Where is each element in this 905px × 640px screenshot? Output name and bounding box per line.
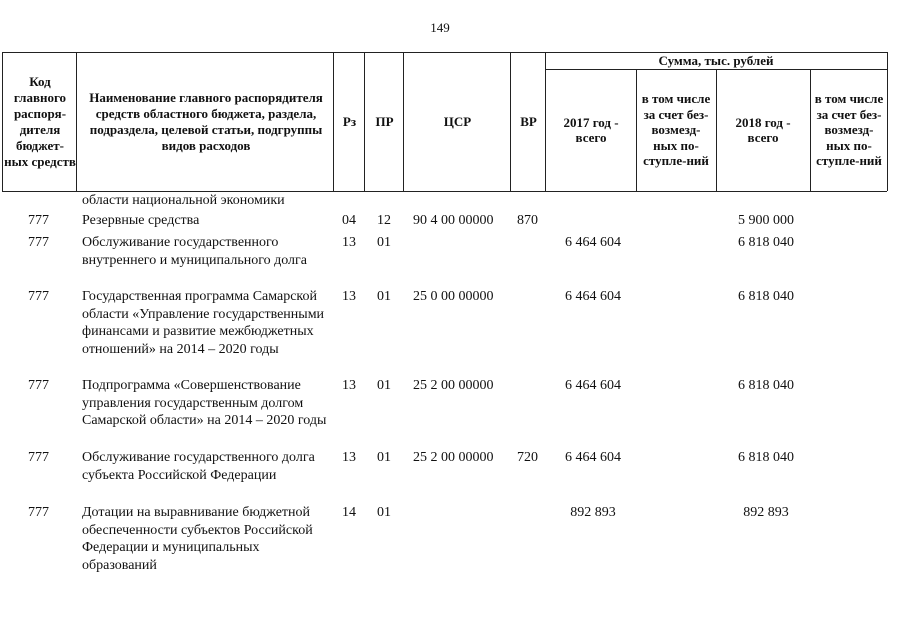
cell-code: 777 — [28, 235, 49, 250]
cell-2018: 6 818 040 — [738, 450, 794, 465]
header-sum: Сумма, тыс. рублей — [658, 53, 774, 68]
cell-rz: 13 — [342, 450, 356, 465]
cell-csr: 25 2 00 00000 — [413, 378, 494, 393]
cell-name: Подпрограмма «Совершенствование управления государственным долгом Самарской области» на 2014 – 2020 годы — [82, 378, 327, 428]
col-border — [887, 52, 888, 191]
cell-csr: 90 4 00 00000 — [413, 213, 494, 228]
cell-2018: 6 818 040 — [738, 289, 794, 304]
cell-name: Дотации на выравнивание бюджетной обеспеченности субъектов Российской Федерации и муниципальных образований — [82, 505, 313, 573]
cell-2017: 6 464 604 — [565, 235, 621, 250]
cell-name: Обслуживание государственного долга субъекта Российской Федерации — [82, 450, 315, 483]
cell-rz: 13 — [342, 378, 356, 393]
cell-pr: 01 — [377, 289, 391, 304]
cell-rz: 14 — [342, 505, 356, 520]
header-2017-total: 2017 год - всего — [563, 114, 619, 145]
continuation-text: области национальной экономики — [82, 193, 285, 208]
cell-2018: 5 900 000 — [738, 213, 794, 228]
header-2018-free: в том числе за счет без-возмезд-ных по-ступле-ний — [814, 91, 884, 169]
cell-name: Обслуживание государственного внутреннего и муниципального долга — [82, 235, 307, 268]
cell-name: Резервные средства — [82, 213, 200, 228]
cell-name: Государственная программа Самарской области «Управление государственными финансами и развитие межбюджетных отношений» на 2014 – 2020 годы — [82, 289, 325, 357]
cell-2017: 6 464 604 — [565, 289, 621, 304]
cell-pr: 01 — [377, 235, 391, 250]
cell-2018: 6 818 040 — [738, 235, 794, 250]
cell-vr: 870 — [517, 213, 538, 228]
cell-code: 777 — [28, 505, 49, 520]
cell-pr: 01 — [377, 450, 391, 465]
cell-pr: 01 — [377, 378, 391, 393]
cell-vr: 720 — [517, 450, 538, 465]
header-vr: ВР — [520, 113, 537, 129]
cell-2018: 892 893 — [743, 505, 789, 520]
cell-code: 777 — [28, 213, 49, 228]
header-pr: ПР — [375, 113, 394, 129]
cell-2017: 892 893 — [570, 505, 616, 520]
page-number: 149 — [430, 20, 450, 35]
cell-rz: 13 — [342, 235, 356, 250]
cell-code: 777 — [28, 378, 49, 393]
cell-pr: 01 — [377, 505, 391, 520]
cell-code: 777 — [28, 289, 49, 304]
header-name: Наименование главного распорядителя средств областного бюджета, раздела, подраздела, целевой статьи, подгруппы видов расходов — [89, 89, 323, 153]
header-csr: ЦСР — [443, 113, 472, 129]
cell-csr: 25 0 00 00000 — [413, 289, 494, 304]
header-2018-total: 2018 год - всего — [735, 114, 791, 145]
cell-pr: 12 — [377, 213, 391, 228]
header-2017-free: в том числе за счет без-возмезд-ных по-ступле-ний — [641, 91, 711, 169]
cell-rz: 04 — [342, 213, 356, 228]
cell-rz: 13 — [342, 289, 356, 304]
cell-code: 777 — [28, 450, 49, 465]
cell-2018: 6 818 040 — [738, 378, 794, 393]
cell-csr: 25 2 00 00000 — [413, 450, 494, 465]
cell-2017: 6 464 604 — [565, 450, 621, 465]
cell-2017: 6 464 604 — [565, 378, 621, 393]
header-code: Код главного распоря-дителя бюджет-ных средств — [4, 73, 76, 169]
header-rz: Рз — [342, 113, 357, 129]
